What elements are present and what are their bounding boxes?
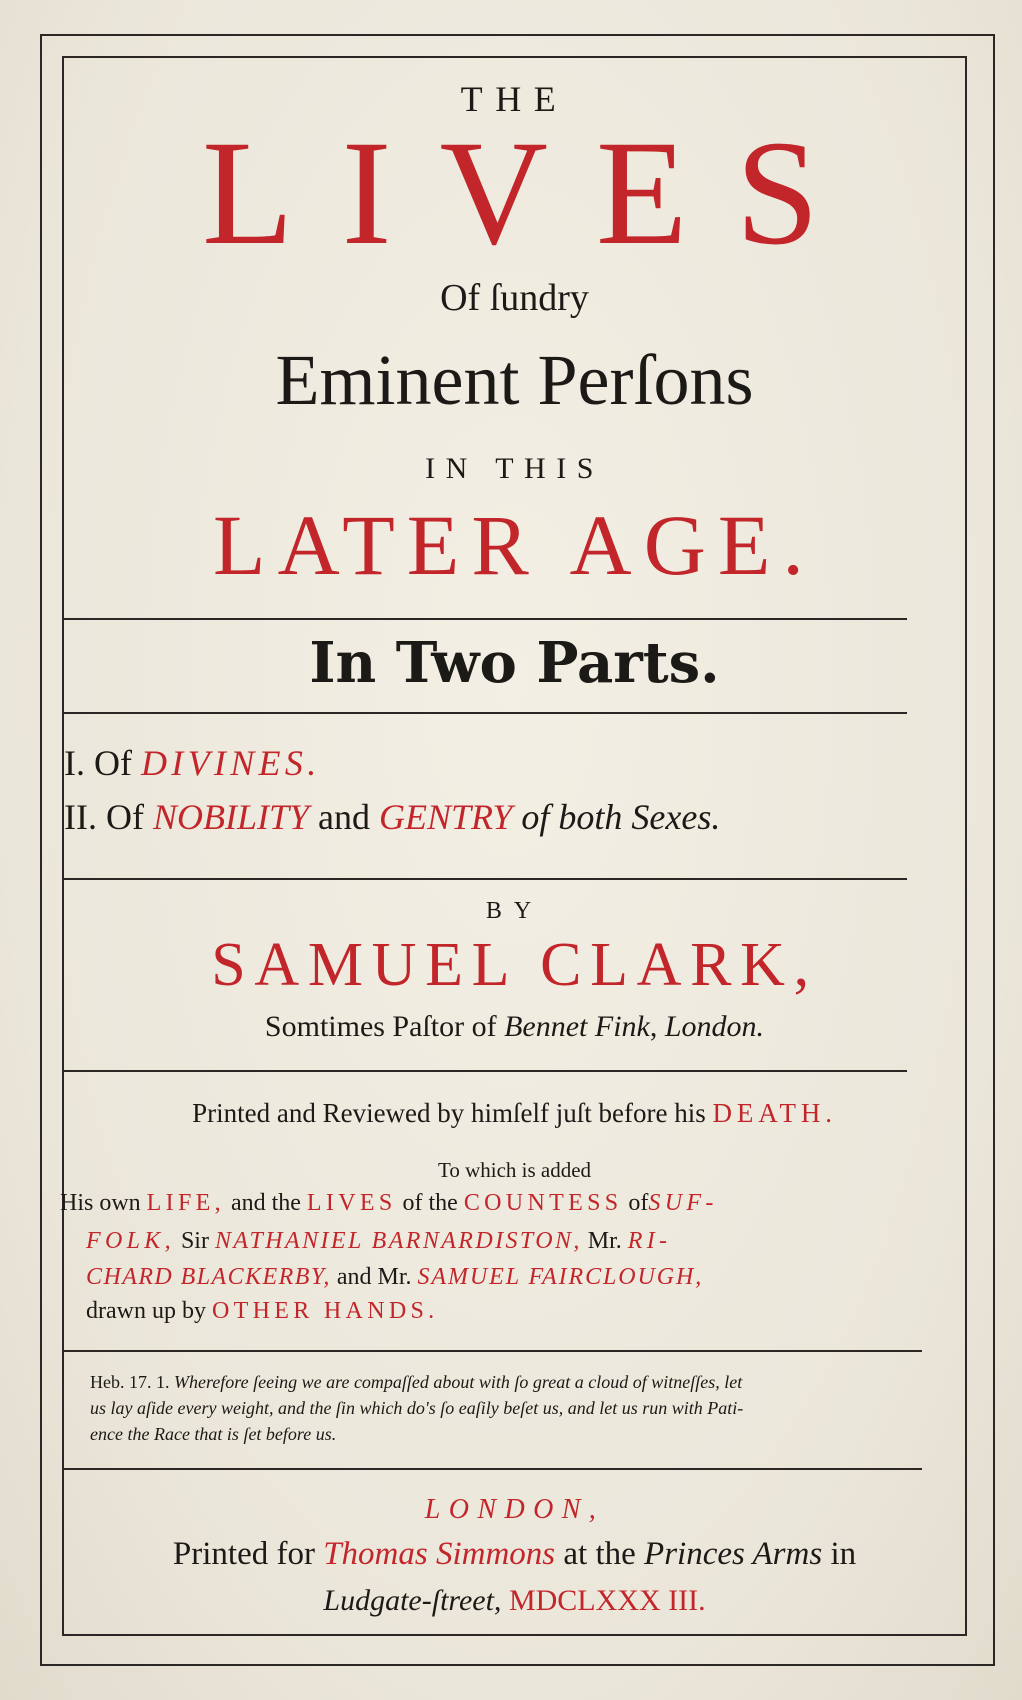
added-l1-countess: COUNTESS [463,1190,623,1216]
added-l1-life: LIFE, [146,1190,225,1216]
author-by: BY [485,898,544,924]
added-l1-suf: SUF- [648,1190,718,1216]
parts-heading: In Two Parts. [309,630,720,696]
part-one-number: I. Of [64,743,132,783]
title-eminent-persons: Eminent Perſons [275,340,754,420]
imprint-year: MDCLXXX III. [508,1584,706,1617]
added-l1-lives: LIVES [306,1190,397,1216]
imprint-line-2 [62,1584,967,1618]
added-l2-sir: Sir [180,1228,209,1254]
author-name: SAMUEL CLARK, [211,931,818,999]
imprint-city: LONDON, [424,1494,605,1525]
added-l1-d: of [628,1190,649,1216]
added-line-3 [86,1264,936,1291]
part-one-line [64,742,321,784]
title-of-sundry: Of ſundry [440,277,589,319]
added-line-2 [86,1228,936,1255]
rule-4 [62,1070,907,1072]
imprint-in: in [830,1536,857,1572]
imprint-printed-for: Printed for [172,1536,315,1572]
rule-3 [62,878,907,880]
author-desc-text: Somtimes Paſtor of [264,1010,497,1043]
added-l1-a: His own [60,1190,141,1216]
added-l2-nathaniel: NATHANIEL BARNARDISTON, [214,1228,582,1254]
title-lives: LIVES [202,110,867,276]
part-two-number: II. Of [64,797,144,837]
added-l2-mr: Mr. [587,1228,622,1254]
scripture-line-2: us lay aſide every weight, and the ſin which do's ſo eaſily beſet us, and let us run with Pati- [90,1398,744,1418]
scripture-text-1: Wherefore ſeeing we are compaſſed about with ſo great a cloud of witneſſes, let [174,1372,743,1392]
added-l2-ri: RI- [627,1228,672,1254]
imprint-at-the: at the [563,1536,636,1572]
part-two-and: and [318,797,370,837]
author-desc-parish: Bennet Fink [504,1010,650,1043]
part-two-nobility: NOBILITY [152,797,310,837]
author-desc-city: London. [664,1010,765,1043]
title-in-this: IN THIS [425,452,604,485]
printed-death: DEATH. [712,1098,837,1128]
added-l3-samuel: SAMUEL FAIRCLOUGH, [417,1264,704,1290]
part-two-gentry: GENTRY [379,797,513,837]
printed-line [62,1098,967,1129]
part-two-sexes: Sexes. [631,797,721,837]
scripture-line-1 [90,1372,742,1393]
added-line-1 [60,1190,935,1217]
added-l3-richard: CHARD BLACKERBY, [86,1264,331,1290]
scripture-line-3: ence the Race that is ſet before us. [90,1424,337,1444]
printed-text: Printed and Reviewed by himſelf juſt before his [192,1098,706,1128]
imprint-line-1 [62,1536,967,1573]
rule-1 [62,618,907,620]
author-description: Somtimes Paſtor of Bennet Fink, London. [264,1010,765,1043]
rule-5 [62,1350,922,1352]
title-the: THE [460,79,569,119]
added-l4-text: drawn up by [86,1298,206,1324]
part-two-line [64,796,720,838]
added-l1-c: of the [402,1190,458,1216]
title-later-age: LATER AGE. [213,497,816,593]
imprint-sign: Princes Arms [644,1536,823,1572]
scripture-ref: Heb. 17. 1. [90,1372,170,1392]
part-two-rest: of both [521,797,623,837]
added-l2-folk: FOLK, [86,1228,175,1254]
added-l4-hands: OTHER HANDS. [211,1298,439,1324]
added-line: To which is added [437,1158,592,1182]
added-line-4 [86,1298,439,1325]
rule-2 [62,712,907,714]
added-l1-b: and the [230,1190,301,1216]
added-l3-and: and Mr. [336,1264,412,1290]
rule-6 [62,1468,922,1470]
imprint-street: Ludgate-ſtreet, [323,1584,502,1617]
imprint-printer: Thomas Simmons [323,1536,556,1572]
part-one-divines: DIVINES. [140,743,321,783]
